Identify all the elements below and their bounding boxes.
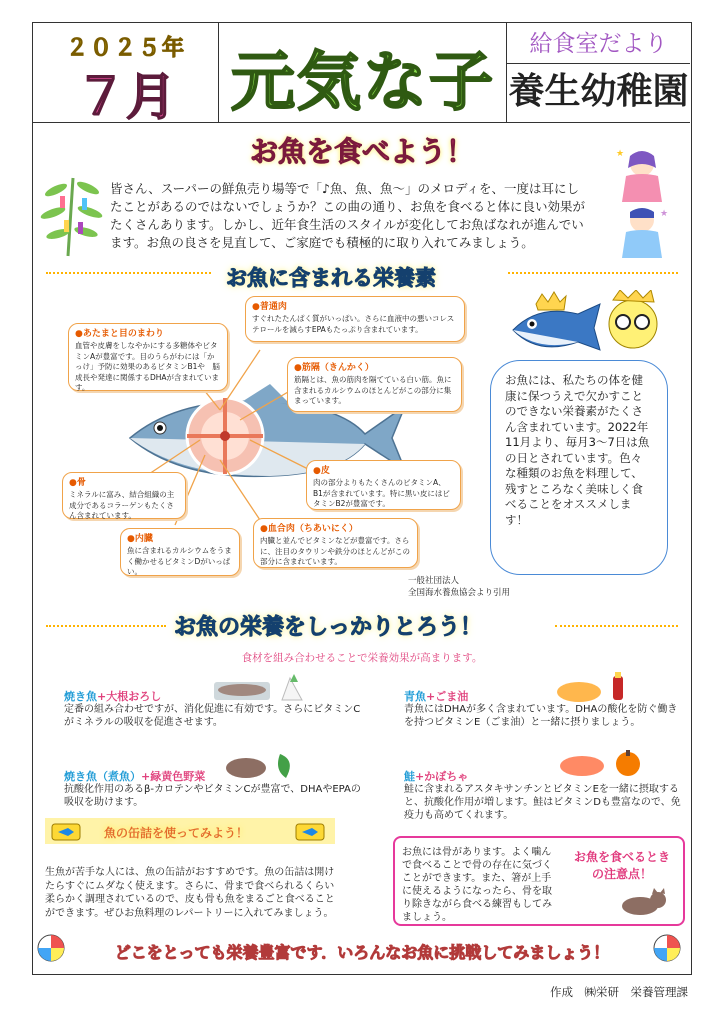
combo-fish-greenveg [64, 770, 364, 809]
newsletter-title: 元気な子 [231, 46, 495, 120]
combo-body: 青魚にはDHAが多く含まれています。DHAの酸化を防ぐ働きを持つビタミンE（ごま油）と一緒に摂りましょう。 [404, 704, 678, 728]
callout-septum [287, 357, 462, 412]
combo-subtitle: 食材を組み合わせることで栄養効果が高まります。 [241, 652, 483, 664]
fried-fish-sesame-oil-icon [555, 672, 635, 704]
combo-bluefish-sesame [404, 690, 684, 729]
callout-head-eyes [68, 323, 228, 391]
callout-body: すぐれたたんぱく質がいっぱい。さらに血液中の悪いコレステロールを減らすEPAもたっぷり含まれています。 [252, 314, 455, 334]
issue-month: ７月 [76, 68, 176, 126]
callout-title: ●血合肉（ちあいにく） [260, 524, 358, 534]
newsletter-type: 給食室だより [507, 26, 690, 64]
callout-body: 内臓と並んでビタミンなどが豊富です。さらに、注目のタウリンや鉄分のほとんどがこの部分に含まれています。 [260, 536, 410, 566]
simmered-fish-spinach-icon [224, 750, 304, 782]
canned-fish-title: 魚の缶詰を使ってみよう！ [104, 826, 249, 840]
canned-fish-body: 生魚が苦手な人には、魚の缶詰がおすすめです。魚の缶詰は開けたらすぐにムダなく使えます。さらに、骨まで食べられるくらい柔らかく調理されているので、皮も骨も魚をまるごと食べることができます。ぜひお魚料理のレパートリーに入れてみましょう。 [45, 867, 335, 919]
combo-plus: + [426, 690, 436, 703]
beach-ball-icon [652, 933, 682, 963]
bone-caution-body: お魚には骨があります。よく噛んで食べることで骨の存在に気づくことができます。また、箸が上手に使えるようになったら、骨を取り除きながら食べる練習もしてみましょう。 [402, 847, 552, 923]
callout-skin [306, 460, 461, 510]
credit-source: 全国海水養魚協会より引用 [408, 588, 511, 598]
tanabata-bamboo-icon [38, 168, 108, 258]
bone-caution-title: お魚を食べるときの注意点！ [573, 850, 670, 881]
masthead [33, 23, 690, 126]
divider-right [508, 272, 678, 275]
combo-item-a: 焼き魚 [64, 690, 97, 703]
callout-bone [62, 472, 186, 519]
combo-item-a: 焼き魚（煮魚） [64, 770, 141, 783]
author-credit: 作成 ㈱栄研 栄養管理課 [550, 985, 688, 999]
credit-org: 一般社団法人 [408, 576, 460, 586]
can-icon [50, 820, 82, 844]
callout-title: ●筋隔（きんかく） [294, 363, 374, 373]
callout-body: ミネラルに富み、結合組織の主成分であるコラーゲンもたくさん含まれています。 [69, 490, 175, 520]
divider-left [46, 625, 166, 628]
svg-text:★: ★ [616, 149, 625, 159]
can-icon [294, 820, 326, 844]
orihime-hikoboshi-icon [612, 146, 672, 264]
salmon-pumpkin-icon [558, 748, 648, 780]
section-heading-nutrients: お魚に含まれる栄養素 [226, 266, 436, 290]
grilled-fish-radish-icon [212, 674, 312, 704]
school-cell [507, 23, 690, 123]
combo-plus: + [97, 690, 107, 703]
divider-right [555, 625, 678, 628]
section-heading-combos: お魚の栄養をしっかりとろう！ [174, 615, 483, 640]
combo-item-b: 大根おろし [106, 690, 162, 703]
date-cell [33, 23, 219, 126]
fish-day-bubble: お魚には、私たちの体を健康に保つうえで欠かすことのできない栄養素がたくさん含まれています。2022年11月より、毎月3〜7日は魚の日とされています。色々な種類のお魚を料理して、残すところなく美味しく食べることをオススメします！ [490, 360, 668, 575]
callout-body: 肉の部分よりもたくさんのビタミンA、B1が含まれています。特に黒い皮にはビタミンB2が豊富です。 [313, 478, 450, 508]
callout-title: ●あたまと目のまわり [75, 329, 164, 339]
callout-body: 魚に含まれるカルシウムをうまく働かせるビタミンDがいっぱい。 [127, 546, 232, 576]
callout-title: ●皮 [313, 466, 330, 476]
callout-body: 筋隔とは、魚の筋肉を隔てている白い筋。魚に含まれるカルシウムのほとんどがこの部分に集まっています。 [294, 375, 452, 405]
combo-item-b: ごま油 [435, 690, 469, 703]
combo-item-b: かぼちゃ [424, 770, 469, 783]
combo-body: 抗酸化作用のあるβ-カロテンやビタミンCが豊富で、DHAやEPAの吸収を助けます。 [64, 784, 361, 808]
fish-mascots-icon [508, 290, 668, 360]
svg-text:★: ★ [660, 209, 669, 219]
combo-item-a: 鮭 [404, 770, 415, 783]
intro-paragraph: 皆さん、スーパーの鮮魚売り場等で「♪魚、魚、魚〜」のメロディを、一度は耳にしたことがあるのではないでしょうか？この曲の通り、お魚を食べると体に良い効果がたくさんあります。しかし、近年食生活のスタイルが変化してお魚ばなれが進んでいます。お魚の良さを見直して、ご家庭でも積極的に取り入れてみましょう。 [110, 181, 586, 250]
callout-title: ●普通肉 [252, 302, 287, 312]
cat-icon [614, 888, 670, 918]
callout-title: ●骨 [69, 478, 86, 488]
callout-title: ●内臓 [127, 534, 153, 544]
school-name: 養生幼稚園 [508, 71, 689, 112]
callout-body: 血管や皮膚をしなやかにする多糖体やビタミンAが豊富です。目のうらがわには「かっけ」予防に効果のあるビタミンB1や 脳 成長や発達に関係するDHAが含まれています。 [75, 341, 228, 392]
issue-year: ２０２５年 [65, 36, 186, 61]
combo-body: 定番の組み合わせですが、消化促進に有効です。さらにビタミンCがミネラルの吸収を促進させます。 [64, 704, 361, 728]
combo-item-a: 青魚 [404, 690, 426, 703]
title-cell [219, 23, 507, 123]
divider-left [46, 272, 211, 275]
combo-item-b: 緑黄色野菜 [150, 770, 206, 783]
combo-plus: + [415, 770, 425, 783]
combo-body: 鮭に含まれるアスタキサンチンとビタミンEを一緒に摂取すると、抗酸化作用が増します。鮭はビタミンDも豊富なので、免疫力も高めてくれます。 [404, 784, 681, 821]
callout-organs [120, 528, 240, 576]
closing-slogan: どこをとっても栄養豊富です．いろんなお魚に挑戦してみましょう！ [114, 943, 610, 962]
combo-plus: + [141, 770, 151, 783]
section-heading-eat-fish: お魚を食べよう！ [249, 135, 474, 168]
callout-muscle [245, 296, 465, 342]
callout-dark-meat [253, 518, 418, 568]
